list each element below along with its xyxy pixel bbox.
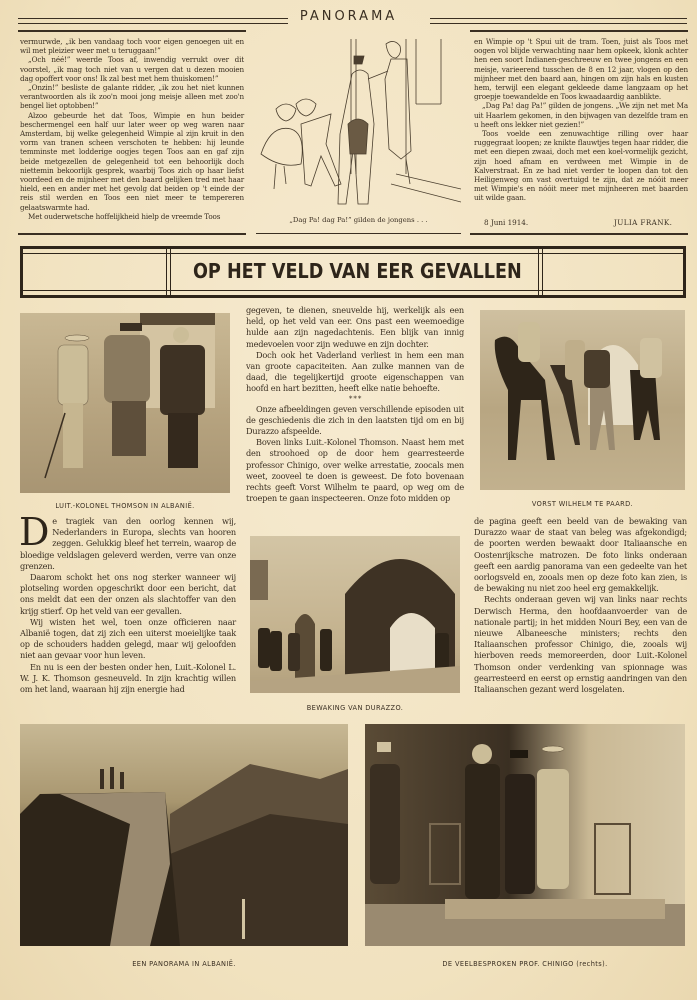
photo-chinigo-group: [365, 724, 685, 946]
divider: [256, 233, 461, 234]
banner-rule: [23, 290, 683, 291]
banner-rule: [538, 249, 539, 295]
paragraph: Boven links Luit.-Kolonel Thomson. Naast hem met den stroohoed op de door hem gearresteerde professor Chinigo, over welke arrestatie, zoocals men weet, zooveel te doen is geweest. De foto bovenaan rechts geeft Vorst Wilhelm te paard, op weg om de troepen te gaan inspecteeren. Onze foto midden op: [246, 437, 464, 504]
paragraph: [19, 510, 236, 572]
story-column-1: [20, 37, 244, 221]
paragraph: en Wimpie op 't Spui uit de tram. Toen, juist als Toos met oogen vol blijde verwachting naar hem opkeek, klonk achter hen een soort Indianen-geschreeuw en twee jongens en een meisje, varieerend tusschen de 8 en 12 jaar, vlogen op den mijnheer met den baard aan, hingen om zijn hals en kusten hem, terwijl een elegant gekleede dame langzaam op het groepje toewandelde en Toos kwaadaardig aanblikte.: [474, 37, 688, 102]
photo-durazzo: [250, 536, 460, 693]
section-separator: * * *: [348, 394, 362, 403]
masthead-rule-right: [430, 18, 687, 24]
photo-caption-thomson: LUIT.-KOLONEL THOMSON IN ALBANIË.: [55, 502, 195, 510]
photo-durazzo-archway: [250, 536, 460, 693]
article-column-3: [474, 516, 687, 695]
column-rule: [18, 30, 246, 34]
photo-caption-wilhelm: VORST WILHELM TE PAARD.: [531, 500, 634, 508]
story-date: 8 Juni 1914.: [484, 218, 529, 227]
photo-caption-panorama: EEN PANORAMA IN ALBANIË.: [132, 960, 236, 968]
photo-panorama: [20, 724, 348, 946]
photo-wilhelm-horses: [480, 310, 685, 490]
photo-chinigo: [365, 724, 685, 946]
story-author: JULIA FRANK.: [614, 218, 673, 227]
article-title: OP HET VELD VAN EER GEVALLEN: [192, 259, 522, 283]
column-rule: [470, 30, 688, 34]
story-column-3: [474, 37, 688, 203]
illustration-caption: „Dag Pa! dag Pa!” gilden de jongens . . .: [289, 216, 428, 224]
article-column-2: [246, 305, 464, 504]
photo-caption-chinigo: DE VEELBESPROKEN PROF. CHINIGO (rechts).: [442, 960, 608, 968]
line-drawing-family-scene: [256, 34, 461, 212]
paragraph: gegeven, te dienen, sneuvelde hij, werkelijk als een held, op het veld van eer. Ons past een weemoedige hulde aan zijn nagedachtenis. Een blijk van innig medevoelen voor zijn weduwe en zijn dochter.: [246, 305, 464, 349]
paragraph: Alzoo gebeurde het dat Toos, Wimpie en hun beider beschermengel een half uur later weer op weg waren naar Amsterdam, bij welke gelegenheid Wimpie al zijn kruit in den vorm van tranen scheen verschoten te hebben: hij leunde temminste met lodderige oogjes tegen Toos aan en gaf zijn beide metgezellen de gelegenheid tot een behoorlijk doch niettemin bekoorlijk gesprek, waarbij Toos zich op haar liefst voordeed en de mijnheer met den baard gelijken tred met haar hield, een en ander met het gevolg dat beiden op 't einde der reis stil werden en Toos een niet meer te tempereren gelaatswarmte had.: [20, 110, 244, 212]
photo-caption-durazzo: BEWAKING VAN DURAZZO.: [306, 704, 404, 712]
banner-rule: [542, 249, 543, 295]
divider: [470, 233, 688, 235]
paragraph: Doch ook het Vaderland verliest in hem een man van groote capaciteiten. Aan zulke mannen van de daad, die tegelijkertijd groote eigenschappen van hoofd en hart bezitten, heeft elke natie behoefte.: [246, 349, 464, 394]
paragraph: vermurwde, „ik ben vandaag toch voor eigen genoegen uit en wil met pleizier weer met u teruggaan!”: [20, 37, 244, 56]
banner-rule: [170, 249, 171, 295]
photo-thomson: [20, 313, 230, 493]
paragraph-text: e tragiek van den oorlog kennen wij, Nederlanders in Europa, slechts van hooren zeggen. Gelukkig bleef het terrein, waarop de bloedige veldslagen geleverd werden, verre van onze grenzen.: [20, 516, 236, 571]
paragraph: Daarom schokt het ons nog sterker wanneer wij plotseling worden opgeschrikt door een bericht, dat ons meldt dat een der onzen als slachtoffer van den krijg stierf. Op het veld van eer gevallen.: [20, 572, 236, 616]
paragraph: de pagina geeft een beeld van de bewaking van Durazzo waar de staat van beleg was afgekondigd; de poorten werden bewaakt door Italiaansche en Oostenrijksche matrozen. De foto links onderaan geeft een aardig panorama van een gedeelte van het oorlogsveld en, zooals men op deze foto kan zien, is de bewaking nu niet zoo heel erg gemakkelijk.: [474, 516, 687, 594]
masthead-title: PANORAMA: [299, 9, 398, 24]
article-title-banner: [20, 246, 686, 298]
banner-rule: [23, 253, 683, 254]
paragraph: Toos voelde een zenuwachtige rilling over haar ruggegraat loopen; ze knikte flauwtjes tegen haar ridder, die met een diepen zwaai, doch met een koel-vormelijk gezicht, zijn hoed afnam en verdween met Wimpie in de Kalverstraat. En ze had niet verder te loopen dan tot den Heiligenweg om vast overtuigd te zijn, dat ze nóóit meer met Wimpie's en nóóit meer met mijnheeren met baarden uit wilde gaan.: [474, 129, 688, 203]
divider: [18, 233, 246, 235]
paragraph: Met ouderwetsche hoffelijkheid hielp de vreemde Toos: [28, 211, 221, 221]
paragraph: „Dag Pa! dag Pa!” gilden de jongens. „We zijn net met Ma uit Haarlem gekomen, in den bijwagen van dezelfde tram en u heeft ons lekker niet gezien!”: [474, 101, 688, 129]
paragraph: „Och néé!” weerde Toos af, inwendig verrukt over dit voorstel, „ik mag toch niet van u vergen dat u dezen mooien dag opoffert voor ons! Ik zal best met hem thuiskomen!”: [20, 55, 244, 83]
paragraph: En nu is een der besten onder hen, Luit.-Kolonel L. W. J. K. Thomson gesneuveld. In zijn krachtig willen om het land, waaraan hij zijn energie had: [20, 661, 236, 695]
article-column-1: [19, 510, 236, 695]
paragraph: Wij wisten het wel, toen onze officieren naar Albanië togen, dat zij zich een uiterst moeielijke taak op de schouders hadden gelegd, maar wij geloofden niet aan gevaar voor hun leven.: [20, 616, 236, 661]
drop-cap: D: [19, 510, 50, 554]
paragraph: Rechts onderaan geven wij van links naar rechts Derwisch Herma, den hoofdaanvoerder van de nationale partij; in het midden Nouri Bey, een van de nieuwe Albaneesche ministers; rechts den Italiaanschen professor Chinigo, die, zooals wij hierboven reeds memoreerden, door Luit.-Kolonel Thomson onder verdenking van spionnage was gearresteerd en eerst op ernstig aandringen van den Italiaanschen gezant werd losgelaten.: [474, 594, 687, 695]
photo-panorama-landscape: [20, 724, 348, 946]
paragraph: Onze afbeeldingen geven verschillende episoden uit de geschiedenis die zich in den laatsten tijd om en bij Durazzo afspeelde.: [246, 403, 464, 437]
banner-rule: [166, 249, 167, 295]
paragraph: „Onzin!” besliste de galante ridder, „ik zou het niet kunnen verantwoorden als ik zoo'n mooi jong meisje alleen met zoo'n bengel liet optobben!”: [20, 83, 244, 111]
photo-thomson-figures: [20, 313, 230, 493]
photo-wilhelm: [480, 310, 685, 490]
story-illustration: [256, 34, 461, 212]
